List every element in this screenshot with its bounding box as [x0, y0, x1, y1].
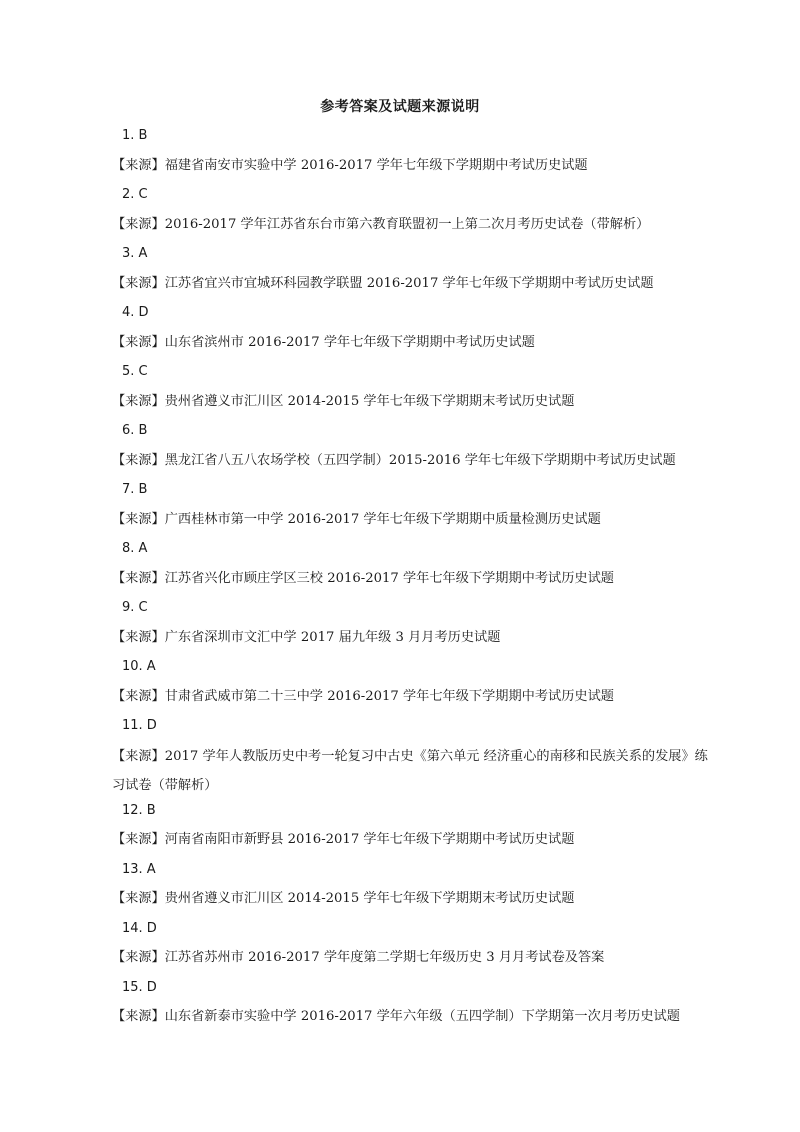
source-text: 甘肃省武威市第二十三中学 2016-2017 学年七年级下学期期中考试历史试题 [164, 688, 614, 704]
answer-5: 5. C [122, 364, 148, 379]
source-label: 【来源】 [112, 511, 165, 527]
answer-1: 1. B [122, 128, 148, 143]
source-text: 山东省新泰市实验中学 2016-2017 学年六年级（五四学制）下学期第一次月考历史试题 [164, 1009, 680, 1024]
source-9 [112, 628, 712, 658]
answer-list [112, 126, 712, 1037]
answer-4: 4. D [122, 305, 149, 320]
answer-13: 13. A [122, 861, 156, 877]
source-6 [112, 451, 712, 481]
source-label: 【来源】 [112, 688, 165, 704]
source-label: 【来源】 [112, 832, 165, 847]
source-8 [112, 569, 712, 599]
source-15 [112, 1007, 712, 1037]
source-text: 广西桂林市第一中学 2016-2017 学年七年级下学期期中质量检测历史试题 [164, 511, 601, 527]
source-text: 2016-2017 学年江苏省东台市第六教育联盟初一上第二次月考历史试卷（带解析） [164, 216, 650, 232]
source-1 [112, 156, 712, 186]
source-3 [112, 274, 712, 304]
answer-6: 6. B [122, 423, 148, 438]
source-label: 【来源】 [112, 216, 165, 232]
source-2 [112, 215, 712, 245]
source-text: 江苏省宜兴市宜城环科园教学联盟 2016-2017 学年七年级下学期期中考试历史试题 [164, 275, 654, 291]
source-label: 【来源】 [112, 1009, 165, 1024]
source-label: 【来源】 [112, 393, 165, 409]
source-text: 江苏省兴化市顾庄学区三校 2016-2017 学年七年级下学期期中考试历史试题 [164, 570, 614, 586]
source-7 [112, 510, 712, 540]
source-10 [112, 687, 712, 717]
source-14 [112, 948, 712, 978]
source-5 [112, 392, 712, 422]
answer-11: 11. D [122, 718, 157, 733]
source-text: 2017 学年人教版历史中考一轮复习中古史《第六单元 经济重心的南移和民族关系的发展》练习试卷（带解析） [112, 748, 708, 793]
source-text: 福建省南安市实验中学 2016-2017 学年七年级下学期期中考试历史试题 [164, 157, 588, 173]
page-title: 参考答案及试题来源说明 [320, 99, 480, 115]
source-text: 河南省南阳市新野县 2016-2017 学年七年级下学期期中考试历史试题 [164, 832, 575, 847]
source-text: 黑龙江省八五八农场学校（五四学制）2015-2016 学年七年级下学期期中考试历史试题 [164, 452, 676, 468]
answer-2: 2. C [122, 187, 148, 202]
source-label: 【来源】 [112, 570, 165, 586]
source-13 [112, 889, 712, 919]
source-text: 贵州省遵义市汇川区 2014-2015 学年七年级下学期期末考试历史试题 [164, 393, 575, 409]
answer-7: 7. B [122, 482, 148, 497]
source-label: 【来源】 [112, 452, 165, 468]
answer-9: 9. C [122, 600, 148, 615]
source-label: 【来源】 [112, 275, 165, 291]
answer-15: 15. D [122, 979, 157, 995]
source-label: 【来源】 [112, 157, 165, 173]
source-11 [112, 742, 712, 801]
answer-8: 8. A [122, 541, 148, 556]
answer-12: 12. B [122, 802, 156, 818]
answer-3: 3. A [122, 246, 148, 261]
source-label: 【来源】 [112, 334, 165, 350]
source-text: 广东省深圳市文汇中学 2017 届九年级 3 月月考历史试题 [164, 629, 501, 645]
source-label: 【来源】 [112, 950, 165, 965]
source-label: 【来源】 [112, 891, 165, 906]
answer-14: 14. D [122, 920, 157, 936]
answer-10: 10. A [122, 659, 156, 674]
source-label: 【来源】 [112, 629, 165, 645]
source-12 [112, 830, 712, 860]
source-label: 【来源】 [112, 748, 165, 764]
source-text: 江苏省苏州市 2016-2017 学年度第二学期七年级历史 3 月月考试卷及答案 [164, 950, 605, 965]
source-text: 贵州省遵义市汇川区 2014-2015 学年七年级下学期期末考试历史试题 [164, 891, 575, 906]
source-text: 山东省滨州市 2016-2017 学年七年级下学期期中考试历史试题 [164, 334, 535, 350]
source-4 [112, 333, 712, 363]
